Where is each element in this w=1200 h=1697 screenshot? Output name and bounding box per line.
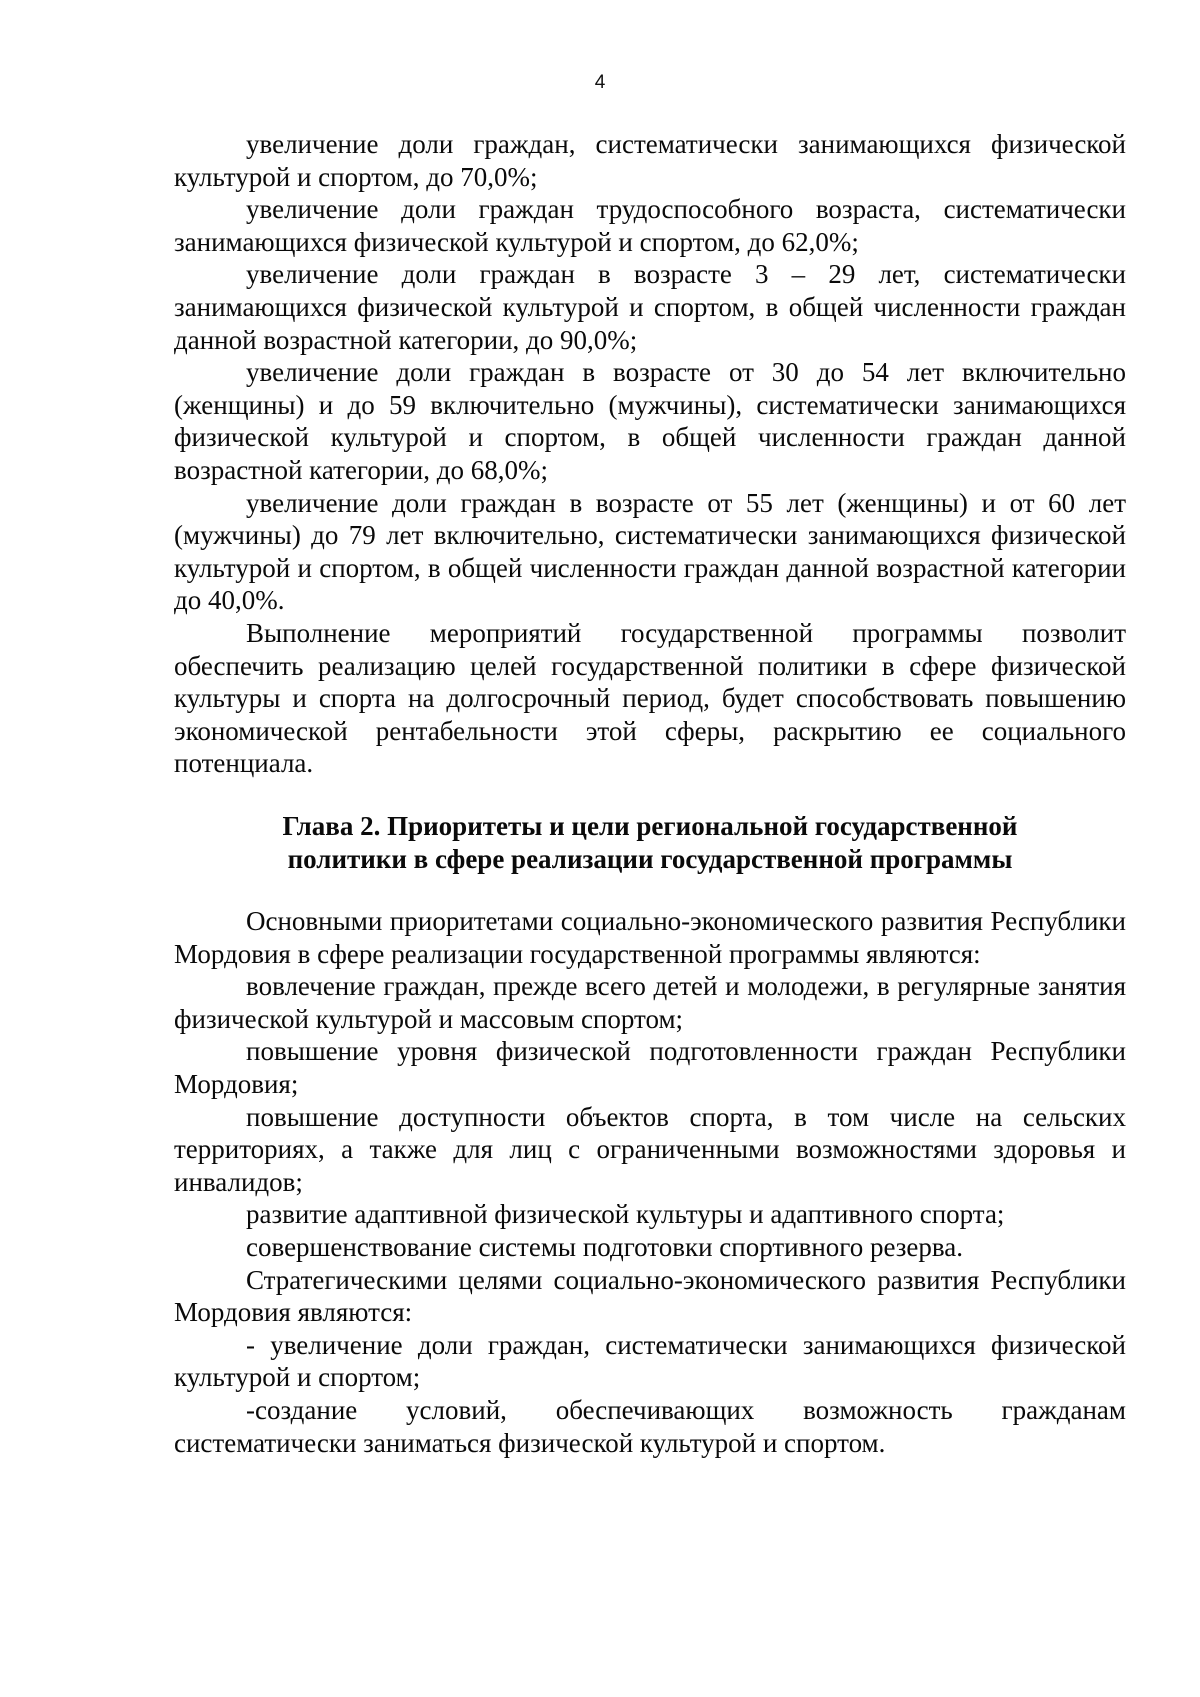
paragraph: увеличение доли граждан в возрасте 3 – 29 лет, систематически занимающихся физической культурой и спортом, в общей численности граждан данной возрастной категории, до 90,0%;: [174, 259, 1126, 355]
paragraph: -создание условий, обеспечивающих возможность гражданам систематически заниматься физической культурой и спортом.: [174, 1394, 1126, 1458]
paragraph: Стратегическими целями социально-экономического развития Республики Мордовия являются:: [174, 1264, 1126, 1328]
paragraph: увеличение доли граждан в возрасте от 30 до 54 лет включительно (женщины) и до 59 включительно (мужчины), систематически занимающихся физической культурой и спортом, в общей численности граждан данной возрастной категории, до 68,0%;: [174, 357, 1126, 485]
paragraph: Выполнение мероприятий государственной программы позволит обеспечить реализацию целей государственной политики в сфере физической культуры и спорта на долгосрочный период, будет способствовать повышению экономической рентабельности этой сферы, раскрытию ее социального потенциала.: [174, 617, 1126, 779]
paragraph: увеличение доли граждан в возрасте от 55 лет (женщины) и от 60 лет (мужчины) до 79 лет включительно, систематически занимающихся физической культурой и спортом, в общей численности граждан данной возрастной категории до 40,0%.: [174, 487, 1126, 616]
paragraph: повышение уровня физической подготовленности граждан Республики Мордовия;: [174, 1036, 1126, 1099]
paragraph: развитие адаптивной физической культуры и адаптивного спорта;: [246, 1199, 1005, 1230]
paragraph: повышение доступности объектов спорта, в том числе на сельских территориях, а также для лиц с ограниченными возможностями здоровья и инвалидов;: [174, 1101, 1126, 1197]
targets-section: [174, 128, 1126, 780]
paragraph: увеличение доли граждан, систематически занимающихся физической культурой и спортом, до 70,0%;: [174, 129, 1126, 192]
chapter-heading: [174, 810, 1126, 875]
paragraph: - увеличение доли граждан, систематически занимающихся физической культурой и спортом;: [174, 1329, 1126, 1393]
paragraph: вовлечение граждан, прежде всего детей и молодежи, в регулярные занятия физической культурой и массовым спортом;: [174, 971, 1126, 1034]
paragraph: совершенствование системы подготовки спортивного резерва.: [246, 1231, 964, 1262]
priorities-section: [174, 905, 1126, 1459]
paragraph: Основными приоритетами социально-экономического развития Республики Мордовия в сфере реализации государственной программы являются:: [174, 906, 1126, 969]
chapter-heading-line-1: Глава 2. Приоритеты и цели региональной государственной: [282, 811, 1018, 841]
paragraph: увеличение доли граждан трудоспособного возраста, систематически занимающихся физической культурой и спортом, до 62,0%;: [174, 194, 1126, 257]
chapter-heading-line-2: политики в сфере реализации государственной программы: [287, 843, 1013, 874]
page-number: 4: [594, 72, 606, 93]
